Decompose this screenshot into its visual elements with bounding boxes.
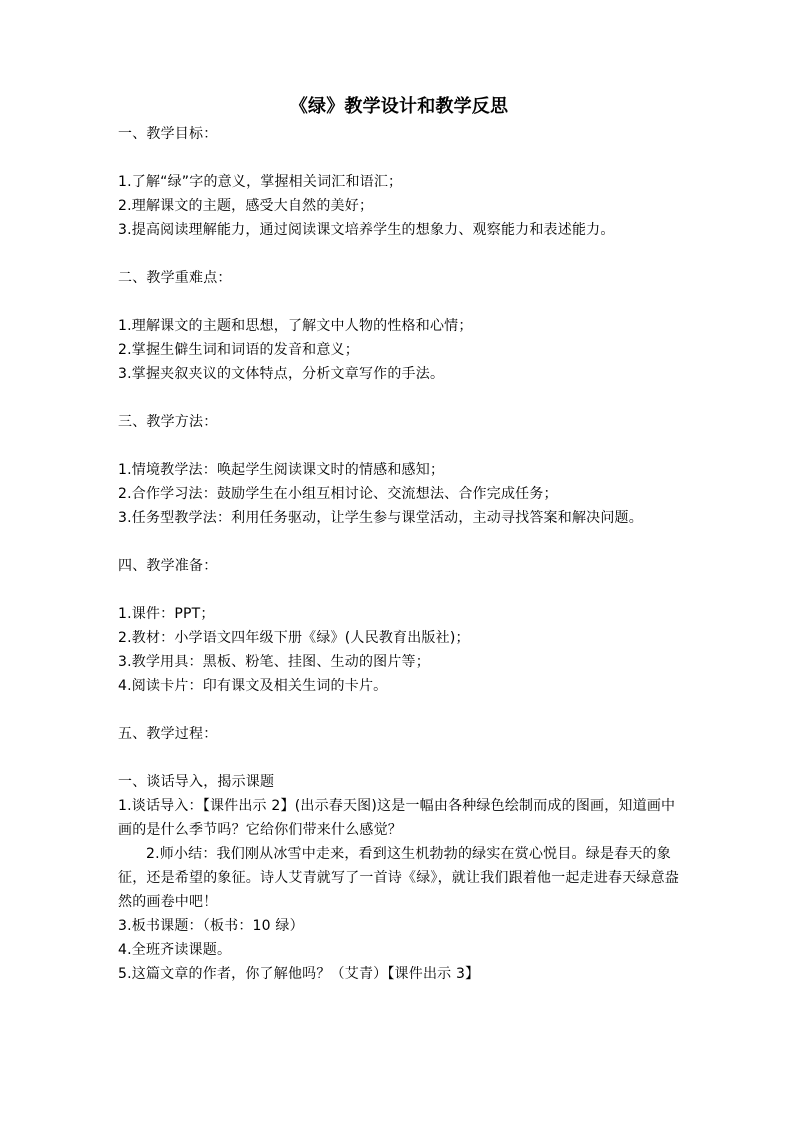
preparation-item-1: 1.课件：PPT；: [118, 606, 215, 622]
section-heading-preparation: 四、教学准备：: [118, 558, 218, 574]
section-heading-goals: 一、教学目标：: [118, 126, 218, 142]
method-item-2: 2.合作学习法：鼓励学生在小组互相讨论、交流想法、合作完成任务；: [118, 486, 558, 502]
spacer: [118, 746, 680, 770]
spacer: [118, 146, 680, 170]
spacer: [118, 386, 680, 410]
goal-item-2: 2.理解课文的主题，感受大自然的美好；: [118, 198, 374, 214]
document-page: [118, 92, 680, 986]
document-title: 《绿》教学设计和教学反思: [289, 96, 509, 117]
difficulty-item-3: 3.掌握夹叙夹议的文体特点，分析文章写作的手法。: [118, 366, 445, 382]
preparation-item-4: 4.阅读卡片：印有课文及相关生词的卡片。: [118, 678, 388, 694]
preparation-item-3: 3.教学用具：黑板、粉笔、挂图、生动的图片等；: [118, 654, 430, 670]
spacer: [118, 434, 680, 458]
method-item-1: 1.情境教学法：唤起学生阅读课文时的情感和感知；: [118, 462, 445, 478]
method-item-3: 3.任务型教学法：利用任务驱动，让学生参与课堂活动，主动寻找答案和解决问题。: [118, 510, 643, 526]
spacer: [118, 530, 680, 554]
section-heading-methods: 三、教学方法：: [118, 414, 218, 430]
spacer: [118, 290, 680, 314]
section-heading-process: 五、教学过程：: [118, 726, 218, 742]
difficulty-item-2: 2.掌握生僻生词和词语的发音和意义；: [118, 342, 359, 358]
process-item-1: 1.谈话导入：【课件出示 2】(出示春天图)这是一幅由各种绿色绘制而成的图画，知道画中画的是什么季节吗？它给你们带来什么感觉？: [118, 798, 676, 838]
process-item-2: 2.师小结：我们刚从冰雪中走来，看到这生机勃勃的绿实在赏心悦目。绿是春天的象征，还是希望的象征。诗人艾青就写了一首诗《绿》，就让我们跟着他一起走进春天绿意盎然的画卷中吧！: [118, 846, 679, 910]
spacer: [118, 578, 680, 602]
section-heading-difficulties: 二、教学重难点：: [118, 270, 232, 286]
process-subheading: 一、谈话导入，揭示课题: [118, 774, 275, 790]
goal-item-3: 3.提高阅读理解能力，通过阅读课文培养学生的想象力、观察能力和表述能力。: [118, 222, 615, 238]
process-item-5: 5.这篇文章的作者，你了解他吗？（艾青）【课件出示 3】: [118, 966, 480, 982]
goal-item-1: 1.了解“绿”字的意义，掌握相关词汇和语汇；: [118, 174, 403, 190]
process-item-4: 4.全班齐读课题。: [118, 942, 232, 958]
spacer: [118, 242, 680, 266]
difficulty-item-1: 1.理解课文的主题和思想，了解文中人物的性格和心情；: [118, 318, 473, 334]
preparation-item-2: 2.教材：小学语文四年级下册《绿》(人民教育出版社)；: [118, 630, 470, 646]
process-item-3: 3.板书课题：（板书：10 绿）: [118, 918, 304, 934]
spacer: [118, 698, 680, 722]
